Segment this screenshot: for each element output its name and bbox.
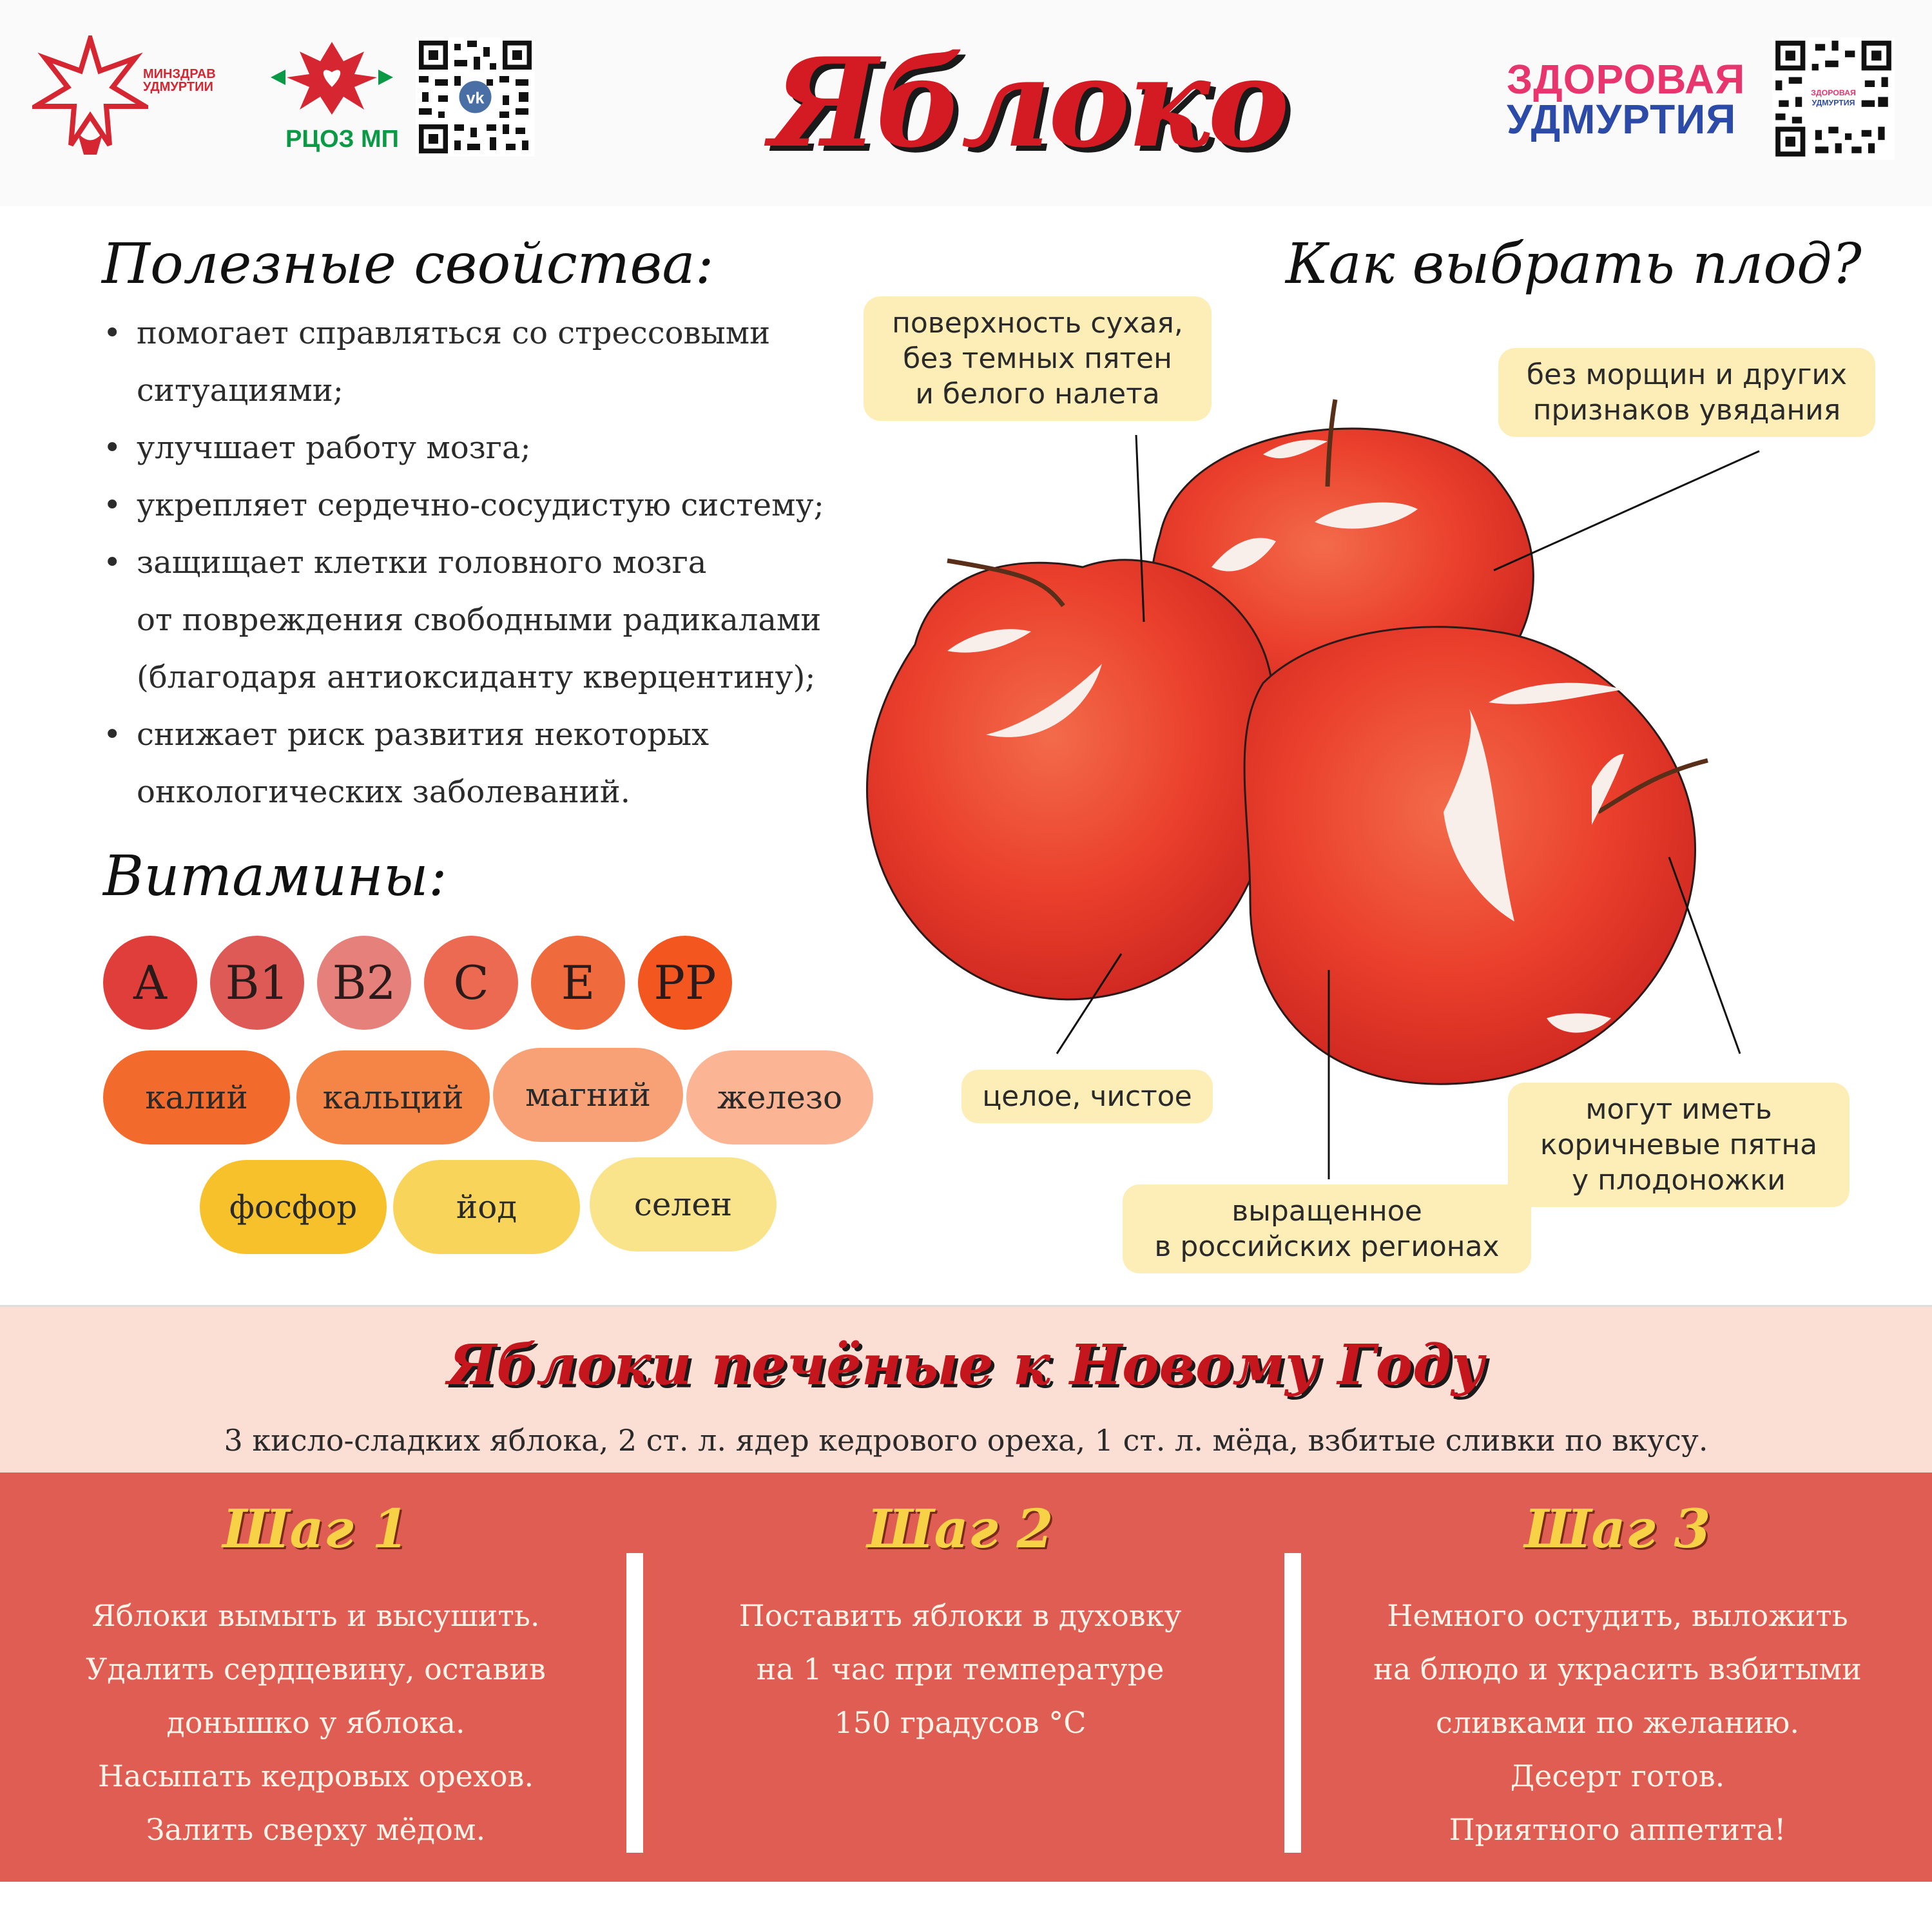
apple-right [1244,627,1708,1084]
benefit-line: • помогает справляться со стрессовыми [137,315,771,351]
note-line: выращенное [1232,1195,1422,1228]
svg-text:ЗДОРОВАЯ: ЗДОРОВАЯ [1811,88,1856,97]
mineral-pill: селен [590,1157,777,1251]
step-divider [626,1553,643,1853]
apples-illustration [851,374,1753,1147]
note-whole [961,1070,1213,1123]
step-text: Поставить яблоки в духовку на 1 час при температуре 150 градусов °С [739,1598,1182,1740]
benefit-line: онкологических заболеваний. [137,774,631,810]
step-text: Яблоки вымыть и высушить. Удалить сердцевину, оставив донышко у яблока. Насыпать кедровых орехов. Залить сверху мёдом. [86,1598,546,1847]
qr-code-brand[interactable] [1772,37,1895,160]
ornament-heart-icon [267,39,396,116]
note-line: коричневые пятна [1540,1128,1818,1161]
note-line: и белого налета [915,378,1160,411]
step-title: Шаг 2 [867,1498,1054,1560]
step-1 [0,1498,632,1857]
page-title: Яблоко [770,31,1287,175]
vitamin-badge: A [103,936,197,1030]
benefit-item [103,706,902,821]
step-3 [1302,1498,1932,1857]
note-surface [864,296,1212,421]
benefit-line: • укрепляет сердечно-сосудистую систему; [137,487,824,523]
star-emblem-icon [32,35,148,158]
benefit-item [103,305,902,420]
note-regions [1123,1184,1531,1273]
benefit-line: от повреждения свободными радикалами [137,602,822,638]
mineral-pill: магний [493,1048,683,1142]
benefit-line: • снижает риск развития некоторых [137,717,710,753]
rczmp-logo [267,39,399,161]
benefit-item [103,534,902,706]
vitamin-badge: B1 [210,936,304,1030]
rczmp-label: РЦОЗ МП [285,126,399,153]
brand-line2: УДМУРТИЯ [1507,96,1737,142]
note-line: признаков увядания [1532,394,1841,427]
header [0,0,1932,206]
vitamin-badge: B2 [317,936,411,1030]
minzdrav-line1: МИНЗДРАВ [143,67,216,81]
benefit-line: ситуациями; [137,372,343,409]
recipe-title: Яблоки печёные к Новому Году [447,1333,1485,1398]
mineral-pill: кальций [296,1050,490,1145]
vitamins-row [103,936,748,1032]
mineral-pill: железо [686,1050,873,1145]
note-line: у плодоножки [1572,1164,1786,1197]
svg-text:vk: vk [466,89,485,108]
choose-title: Как выбрать плод? [1286,232,1862,296]
note-line: могут иметь [1585,1093,1772,1126]
brand-line1: ЗДОРОВАЯ [1507,56,1746,102]
benefits-title: Полезные свойства: [102,232,714,296]
vitamin-badge: E [531,936,625,1030]
note-line: поверхность сухая, [892,307,1183,340]
mineral-pill: йод [393,1160,580,1254]
benefit-item [103,477,902,534]
benefit-line: (благодаря антиоксиданту кверцентину); [137,659,816,695]
step-title: Шаг 1 [222,1498,409,1560]
step-text: Немного остудить, выложить на блюдо и украсить взбитыми сливками по желанию. Десерт готов. Приятного аппетита! [1373,1598,1862,1847]
benefit-item [103,420,902,477]
minzdrav-logo [32,35,219,164]
recipe-header [0,1305,1932,1473]
step-divider [1284,1553,1301,1853]
vitamin-badge: C [424,936,518,1030]
apple-left [867,560,1277,1000]
qr-code-vk[interactable] [416,37,535,157]
svg-text:УДМУРТИЯ: УДМУРТИЯ [1811,98,1855,108]
note-line: без морщин и других [1526,358,1848,391]
note-line: без темных пятен [903,342,1172,375]
vitamins-title: Витамины: [103,844,447,909]
recipe-ingredients: 3 кисло-сладких яблока, 2 ст. л. ядер кедрового ореха, 1 ст. л. мёда, взбитые сливки по вкусу. [224,1423,1708,1458]
benefit-line: • защищает клетки головного мозга [137,545,707,581]
step-2 [644,1498,1276,1750]
note-line: целое, чистое [982,1080,1192,1113]
minzdrav-line2: УДМУРТИИ [143,80,213,94]
brand-logo [1507,56,1752,142]
benefit-line: • улучшает работу мозга; [137,430,531,466]
vitamin-badge: PP [638,936,732,1030]
mineral-pill: фосфор [200,1160,387,1254]
benefits-list [103,305,902,821]
recipe-steps [0,1473,1932,1882]
note-line: в российских регионах [1154,1230,1500,1263]
mineral-pill: калий [103,1050,290,1145]
note-spots [1508,1083,1850,1207]
step-title: Шаг 3 [1524,1498,1711,1560]
note-wrinkles [1498,348,1875,437]
